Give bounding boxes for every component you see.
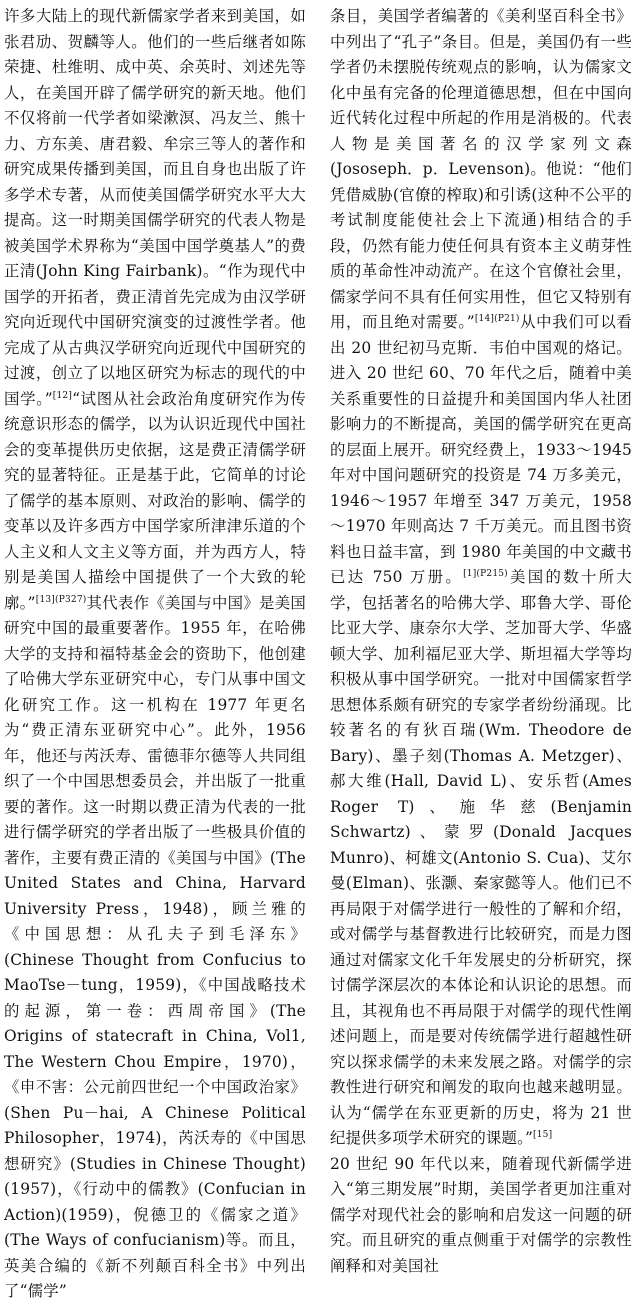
- text-run: 许多大陆上的现代新儒家学者来到美国，如张君劢、贺麟等人。他们的一些后继者如陈荣捷、杜维明、成中英、余英时、刘述先等人，在美国开辟了儒学研究的新天地。他们不仅将前一代学者如梁漱溟、冯友兰、熊十力、方东美、唐君毅、牟宗三等人的著作和研究成果传播到美国，而且自身也出版了许多学术专著，从而使美国儒学研究水平大大提高。这一时期美国儒学研究的代表人物是被美国学术界称为“美国中国学奠基人”的费正清(John King Fairbank)。“作为现代中国学的开拓者，费正清首先完成为由汉学研究向近现代中国研究演变的过渡性学者。他完成了从古典汉学研究向近现代中国研究的过渡，创立了以地区研究为标志的现代的中国学。”: [4, 7, 306, 408]
- text-run: “试图从社会政治角度研究作为传统意识形态的儒学，以为认识近现代中国社会的变革提供历史依据，这是费正清儒学研究的显著特征。正是基于此，它简单的讨论了儒学的基本原则、对政治的影响、儒学的变革以及许多西方中国学家所津津乐道的个人主义和人文主义等方面，并为西方人，特别是美国人描绘中国提供了一个大致的轮廓。”: [4, 389, 307, 612]
- text-run: 其代表作《美国与中国》是美国研究中国的最重要著作。1955 年，在哈佛大学的支持和福特基金会的资助下，他创建了哈佛大学东亚研究中心，专门从事中国文化研究工作。这一机构在 1977 年更名为“费正清东亚研究中心”。此外，1956 年，他还与芮沃寿、雷德菲尔德等人共同组织了一个中国思想委员会，并出版了一批重要的著作。这一时期以费正清为代表的一批进行儒学研究的学者出版了一些极具价值的著作，主要有费正清的《美国与中国》(The United States and China, Harvard University Press，1948)，顾兰雅的《中国思想：从孔夫子到毛泽东》(Chinese Thought from Confucius to MaoTse－tung，1959)，《中国战略技术的起源，第一卷：西周帝国》(The Origins of statecraft in China, Vol1, The Western Chou Empire，1970)，《申不害：公元前四世纪一个中国政治家》(Shen Pu－hai, A Chinese Political Philosopher，1974)，芮沃寿的《中国思想研究》(Studies in Chinese Thought)(1957)，《行动中的儒教》(Confucian in Action)(1959)，倪德卫的《儒家之道》(The Ways of confucianism)等。而且，英美合编的《新不列颠百科全书》中列出了“儒学”: [4, 593, 306, 1300]
- citation-marker: [14](P21): [474, 313, 520, 324]
- right-paragraph: [330, 4, 632, 1152]
- text-run: 美国的数十所大学，包括著名的哈佛大学、耶鲁大学、哥伦比亚大学、康奈尔大学、芝加哥大学、华盛顿大学、加利福尼亚大学、斯坦福大学等均积极从事中国学研究。一批对中国儒家哲学思想体系颇有研究的专家学者纷纷涌现。比较著名的有狄百瑞(Wm. Theodore de Bary)、墨子刻(Thomas A. Metzger)、郝大维(Hall, David L)、安乐哲(Ames Roger T)、施华慈(Benjamin Schwartz)、蒙罗(Donald Jacques Munro)、柯雄文(Antonio S. Cua)、艾尔曼(Elman)、张灏、秦家懿等人。他们已不再局限于对儒学进行一般性的了解和介绍，或对儒学与基督教进行比较研究，而是力图通过对儒家文化千年发展史的分析研究，探讨儒学深层次的本体论和认识论的思想。而且，其视角也不再局限于对儒学的现代性阐述问题上，而是要对传统儒学进行超越性研究以探求儒学的未来发展之路。对儒学的宗教性进行研究和阐发的取向也越来越明显。认为“儒学在东亚更新的历史，将为 21 世纪提供多项学术研究的课题。”: [330, 568, 632, 1147]
- left-paragraph: [4, 4, 306, 1305]
- right-paragraph: [330, 1152, 632, 1280]
- left-column: [4, 4, 307, 1300]
- text-run: 从中我们可以看出 20 世纪初马克斯．韦伯中国观的烙记。进入 20 世纪 60、70 年代之后，随着中美关系重要性的日益提升和美国国内华人社团影响力的不断提高，美国的儒学研究在更高的层面上展开。研究经费上，1933～1945 年对中国问题研究的投资是 74 万多美元，1946～1957 年增至 347 万美元，1958～1970 年则高达 7 千万美元。而且图书资料也日益丰富，到 1980 年美国的中文藏书已达 750 万册。: [330, 313, 632, 586]
- text-run: 20 世纪 90 年代以来，随着现代新儒学进入“第三期发展”时期，美国学者更加注重对儒学对现代社会的影响和启发这一问题的研究。而且研究的重点侧重于对儒学的宗教性阐释和对美国社: [330, 1154, 632, 1275]
- text-run: 条目，美国学者编著的《美利坚百科全书》中列出了“孔子”条目。但是，美国仍有一些学者仍未摆脱传统观点的影响，认为儒家文化中虽有完备的伦理道德思想，但在中国向近代转化过程中所起的作用是消极的。代表人物是美国著名的汉学家列文森(Jososeph．p．Levenson)。他说：“他们凭借威胁(官僚的榨取)和引诱(这种不公平的考试制度能使社会上下流通)相结合的手段，仍然有能力使任何具有资本主义萌芽性质的革命性冲动流产。在这个官僚社会里，儒家学问不具有任何实用性，但它又特别有用，而且绝对需要。”: [330, 7, 632, 331]
- right-column: [330, 4, 632, 1275]
- citation-marker: [15]: [533, 1129, 553, 1140]
- citation-marker: [1](P215): [463, 568, 508, 579]
- citation-marker: [12]: [52, 390, 73, 401]
- citation-marker: [13](P327): [35, 594, 87, 605]
